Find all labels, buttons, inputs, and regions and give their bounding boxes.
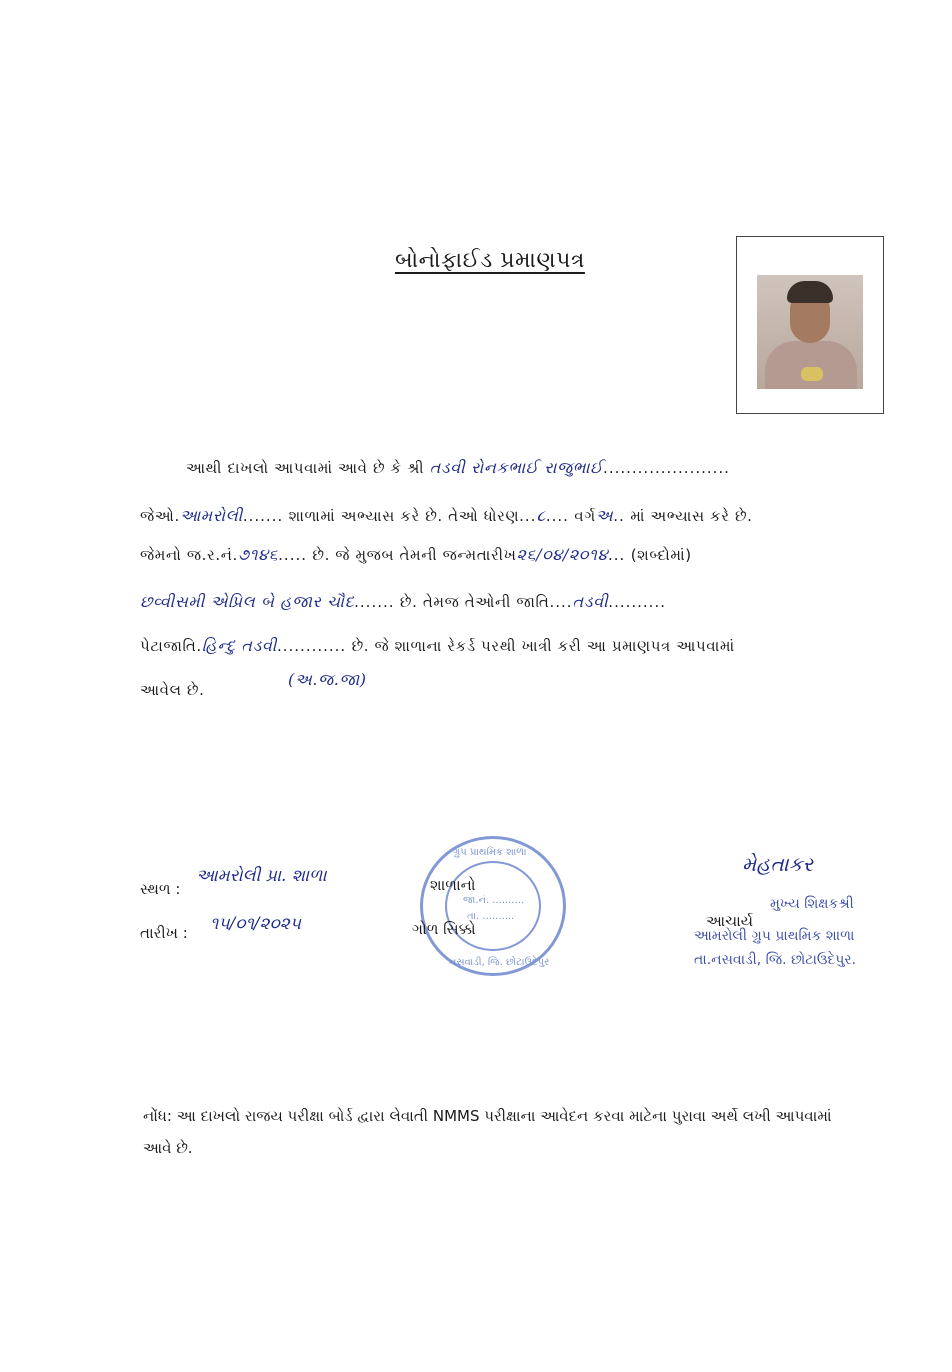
student-name: તડવી રોનકભાઈ રાજુભાઈ [429,458,604,477]
place-value: આમરોલી પ્રા. શાળા [196,866,327,886]
body-line-2: જેઓ.આમરોલી....... શાળામાં અભ્યાસ કરે છે. તેઓ ધોરણ...૮.... વર્ગઅ.. માં અભ્યાસ કરે છે. [140,506,753,525]
body-line-5: પેટાજાતિ.હિન્દુ તડવી............ છે. જે શાળાના રેકર્ડ પરથી ખાત્રી કરી આ પ્રમાણપત્ર આપવામાં [140,636,735,655]
body-line-3: જેમનો જ.ર.નં.૭૧૪૬..... છે. જે મુજબ તેમની જન્મતારીખ૨૬/૦૪/૨૦૧૪... (શબ્દોમાં) [140,545,692,564]
school-name: આમરોલી [179,506,243,525]
student-photo [757,275,863,389]
seal-label-2: ગોળ સિક્કો [412,920,476,938]
subcaste-value: હિન્દુ તડવી [201,636,277,655]
class-value: અ [595,506,614,525]
place-label: સ્થળ : [140,880,181,898]
seal-label-1: શાળાનો [430,876,476,894]
principal-address: તા.નસવાડી, જિ. છોટાઉદેપુર. [694,952,857,968]
body-line-6: આવેલ છે. [140,681,205,699]
date-value: ૧૫/૦૧/૨૦૨૫ [210,914,301,934]
birth-date: ૨૬/૦૪/૨૦૧૪ [516,545,609,564]
principal-school: આમરોલી ગ્રુપ પ્રાથમિક શાળા [694,928,855,944]
caste-value: તડવી [572,592,609,611]
body-line-4: છવ્વીસમી એપ્રિલ બે હજાર ચૌદ....... છે. તેમજ તેઓની જાતિ....તડવી.......... [140,592,666,611]
certificate-title: બોનોફાઈડ પ્રમાણપત્ર [395,248,585,273]
category-value: (અ.જ.જા) [288,670,367,689]
standard-value: ૮ [536,506,546,525]
footnote: નોંધ: આ દાખલો રાજય પરીક્ષા બોર્ડ દ્વારા લેવાતી NMMS પરીક્ષાના આવેદન કરવા માટેના પુરાવા અર્થે લખી આપવામાં આવે છે. [143,1107,832,1157]
school-seal-stamp: ગ્રુપ પ્રાથમિક શાળા જા.નં. .......... તા. .......... નસવાડી, જિ. છોટાઉદેપુર [420,836,566,976]
photo-frame [736,236,884,414]
body-line-1: આથી દાખલો આપવામાં આવે છે કે શ્રી તડવી રોનકભાઈ રાજુભાઈ...................... [186,458,730,477]
date-label: તારીખ : [140,924,188,942]
birth-date-words: છવ્વીસમી એપ્રિલ બે હજાર ચૌદ [140,592,355,611]
acharya-label: આચાર્ય [706,912,754,930]
principal-title: મુખ્ય શિક્ષકશ્રી [770,896,854,912]
principal-signature: મેહતાકર [742,852,813,876]
register-number: ૭૧૪૬ [237,545,279,564]
